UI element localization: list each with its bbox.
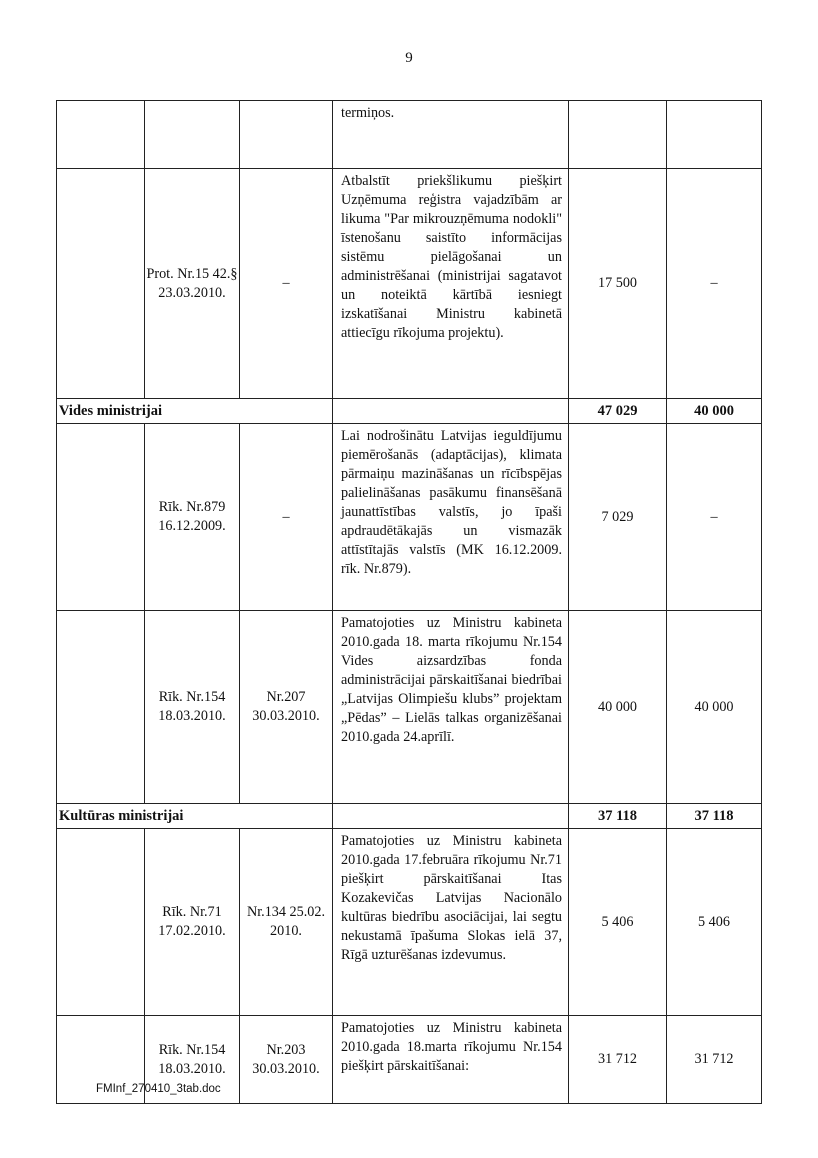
amount-2: 31 712 — [667, 1016, 762, 1104]
amount-2: – — [667, 169, 762, 399]
section-amount-1: 47 029 — [569, 399, 667, 424]
description: Pamatojoties uz Ministru kabineta 2010.gada 18.marta rīkojumu Nr.154 piešķirt pārskaitīšanai: — [333, 1016, 569, 1104]
order-reference: – — [240, 169, 333, 399]
section-empty-cell — [333, 804, 569, 829]
blank-cell — [57, 611, 145, 804]
amount-2 — [667, 101, 762, 169]
description: termiņos. — [333, 101, 569, 169]
amount-1 — [569, 101, 667, 169]
amount-2: 5 406 — [667, 829, 762, 1016]
order-reference — [240, 101, 333, 169]
order-reference: Nr.207 30.03.2010. — [240, 611, 333, 804]
section-row — [57, 804, 762, 829]
decision-reference: Rīk. Nr.879 16.12.2009. — [145, 424, 240, 611]
description: Pamatojoties uz Ministru kabineta 2010.gada 17.februāra rīkojumu Nr.71 piešķirt pārskaitīšanai Itas Kozakevičas Latvijas Nacionālo kultūras biedrību asociācijai, lai segtu nekustamā īpašuma Slokas ielā 37, Rīgā uzturēšanas izdevumus. — [333, 829, 569, 1016]
table-row — [57, 101, 762, 169]
section-amount-2: 37 118 — [667, 804, 762, 829]
decision-reference — [145, 101, 240, 169]
blank-cell — [57, 101, 145, 169]
order-reference: Nr.203 30.03.2010. — [240, 1016, 333, 1104]
order-reference: – — [240, 424, 333, 611]
decision-reference: Rīk. Nr.154 18.03.2010. — [145, 611, 240, 804]
decision-reference: Rīk. Nr.71 17.02.2010. — [145, 829, 240, 1016]
table-row — [57, 169, 762, 399]
footer-filename: FMInf_270410_3tab.doc — [96, 1083, 221, 1095]
order-reference: Nr.134 25.02. 2010. — [240, 829, 333, 1016]
amount-2: 40 000 — [667, 611, 762, 804]
section-row — [57, 399, 762, 424]
section-amount-1: 37 118 — [569, 804, 667, 829]
description: Lai nodrošinātu Latvijas ieguldījumu piemērošanās (adaptācijas), klimata pārmaiņu mazināšanas un rīcībspējas palielināšanas pasākumu finansēšanā jaunattīstības valstīs, jo īpaši apdraudētākajās un vismazāk attīstītajās valstīs (MK 16.12.2009. rīk. Nr.879). — [333, 424, 569, 611]
decision-reference: Prot. Nr.15 42.§ 23.03.2010. — [145, 169, 240, 399]
section-title: Vides ministrijai — [57, 399, 333, 424]
blank-cell — [57, 169, 145, 399]
amount-1: 31 712 — [569, 1016, 667, 1104]
section-amount-2: 40 000 — [667, 399, 762, 424]
table-row — [57, 829, 762, 1016]
amount-1: 17 500 — [569, 169, 667, 399]
blank-cell — [57, 424, 145, 611]
description: Atbalstīt priekšlikumu piešķirt Uzņēmuma reģistra vajadzībām ar likuma "Par mikrouzņēmuma nodokli" īstenošanu saistīto informācijas sistēmu pielāgošanai un administrēšanai (ministrijai sagatavot un noteiktā kārtībā iesniegt izskatīšanai Ministru kabinetā attiecīgu rīkojuma projektu). — [333, 169, 569, 399]
amount-1: 7 029 — [569, 424, 667, 611]
amount-2: – — [667, 424, 762, 611]
blank-cell — [57, 829, 145, 1016]
section-empty-cell — [333, 399, 569, 424]
decision-reference: Rīk. Nr.154 18.03.2010. — [145, 1016, 240, 1104]
page-number: 9 — [405, 50, 413, 66]
amount-1: 40 000 — [569, 611, 667, 804]
budget-table — [56, 100, 762, 1104]
table-row — [57, 611, 762, 804]
section-title: Kultūras ministrijai — [57, 804, 333, 829]
description: Pamatojoties uz Ministru kabineta 2010.gada 18. marta rīkojumu Nr.154 Vides aizsardzības fonda administrācijai pārskaitīšanai biedrībai „Latvijas Olimpiešu klubs” projektam „Pēdas” – Lielās talkas organizēšanai 2010.gada 24.aprīlī. — [333, 611, 569, 804]
table-row — [57, 424, 762, 611]
amount-1: 5 406 — [569, 829, 667, 1016]
